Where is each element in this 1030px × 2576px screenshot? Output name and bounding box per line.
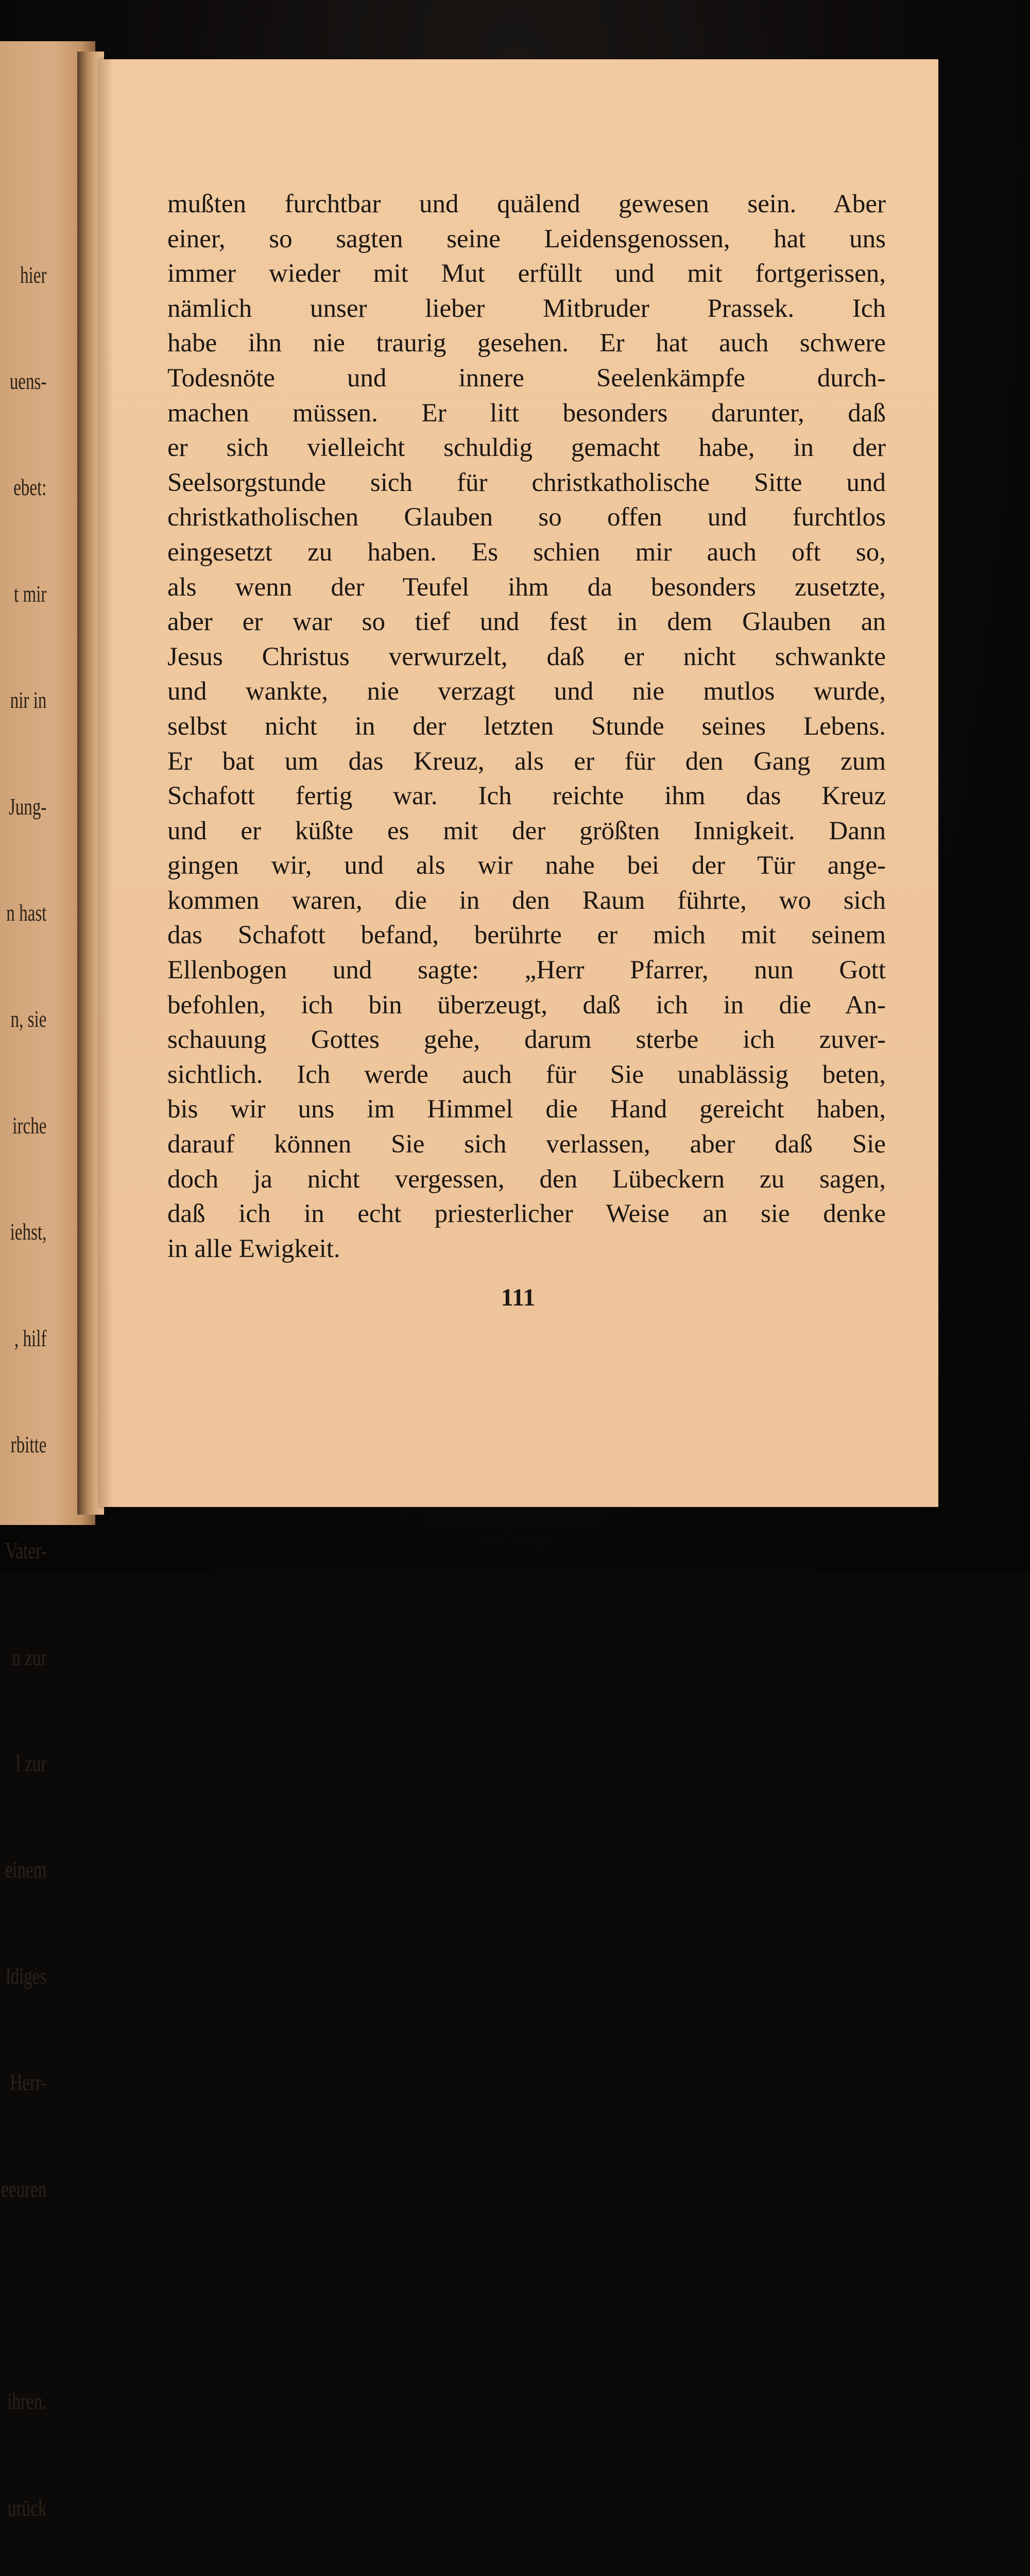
text-line: Schafott fertig war. Ich reichte ihm das Kreuz [167,782,886,811]
text-line: aber er war so tief und fest in dem Glauben an [167,607,886,637]
left-fragment: irche [12,1112,46,1139]
text-line: und er küßte es mit der größten Innigkeit. Dann [167,816,886,845]
text-line: er sich vielleicht schuldig gemacht habe, in der [167,433,886,463]
text-line: Todesnöte und innere Seelenkämpfe durch- [167,363,886,393]
left-fragment: urück [7,2494,46,2521]
text-line: als wenn der Teufel ihm da besonders zusetzte, [167,572,886,602]
left-fragment [0,2278,46,2313]
left-fragment: l zur [15,1750,46,1777]
previous-page-text-fragments [0,187,46,2576]
left-fragment: einem [5,1856,46,1883]
text-line: sichtlich. Ich werde auch für Sie unablässig beten, [167,1060,886,1089]
text-line: daß ich in echt priesterlicher Weise an sie denke [167,1199,886,1229]
left-fragment: hier [20,261,46,288]
text-line: Jesus Christus verwurzelt, daß er nicht schwankte [167,642,886,671]
book-page [98,59,938,1507]
page-body-text [167,187,886,1266]
text-line: machen müssen. Er litt besonders darunter, daß [167,398,886,428]
text-line: darauf können Sie sich verlassen, aber daß Sie [167,1130,886,1159]
text-line: gingen wir, und als wir nahe bei der Tür ange- [167,851,886,880]
text-line: mußten furchtbar und quälend gewesen sein. Aber [167,190,886,218]
text-line: das Schafott befand, berührte er mich mit seinem [167,921,886,950]
text-line: eingesetzt zu haben. Es schien mir auch oft so, [167,537,886,567]
left-fragment: n hast [6,899,46,926]
left-fragment: rbitte [10,1431,47,1458]
text-line: nämlich unser lieber Mitbruder Prassek. Ich [167,294,886,323]
left-fragment: Jung- [8,793,46,820]
text-line-last: in alle Ewigkeit. [167,1234,340,1263]
text-line: christkatholischen Glauben so offen und furchtlos [167,503,886,532]
text-line: selbst nicht in der letzten Stunde seines Lebens. [167,711,886,741]
text-line: Seelsorgstunde sich für christkatholische Sitte und [167,468,886,497]
left-fragment: , hilf [14,1325,46,1351]
left-fragment: Vater- [5,1537,46,1564]
left-fragment: ldiges [5,1962,46,1989]
text-line: Ellenbogen und sagte: „Herr Pfarrer, nun Gott [167,956,886,985]
page-number: 111 [501,1284,536,1311]
text-line: habe ihn nie traurig gesehen. Er hat auch schwere [167,329,886,358]
text-line: Er bat um das Kreuz, als er für den Gang zum [167,747,886,776]
left-fragment: t mir [13,580,46,607]
left-fragment: n zur [11,1643,46,1670]
left-fragment: eeuren [1,2175,47,2202]
text-line: einer, so sagten seine Leidensgenossen, hat uns [167,224,886,253]
text-line: immer wieder mit Mut erfüllt und mit fortgerissen, [167,259,886,289]
text-line: bis wir uns im Himmel die Hand gereicht haben, [167,1095,886,1124]
left-fragment: uens- [9,367,47,394]
text-line: kommen waren, die in den Raum führte, wo sich [167,886,886,915]
left-fragment: Herr- [9,2069,46,2096]
left-fragment: n, sie [10,1006,46,1032]
text-line: schauung Gottes gehe, darum sterbe ich zuver- [167,1025,886,1055]
text-line: und wankte, nie verzagt und nie mutlos wurde, [167,677,886,706]
left-fragment: ebet: [13,474,46,501]
left-fragment: iehst, [10,1218,46,1245]
text-line: doch ja nicht vergessen, den Lübeckern zu sagen, [167,1164,886,1194]
text-line: befohlen, ich bin überzeugt, daß ich in die An- [167,990,886,1020]
left-fragment: nir in [10,687,46,714]
left-fragment: ihren. [7,2388,46,2415]
